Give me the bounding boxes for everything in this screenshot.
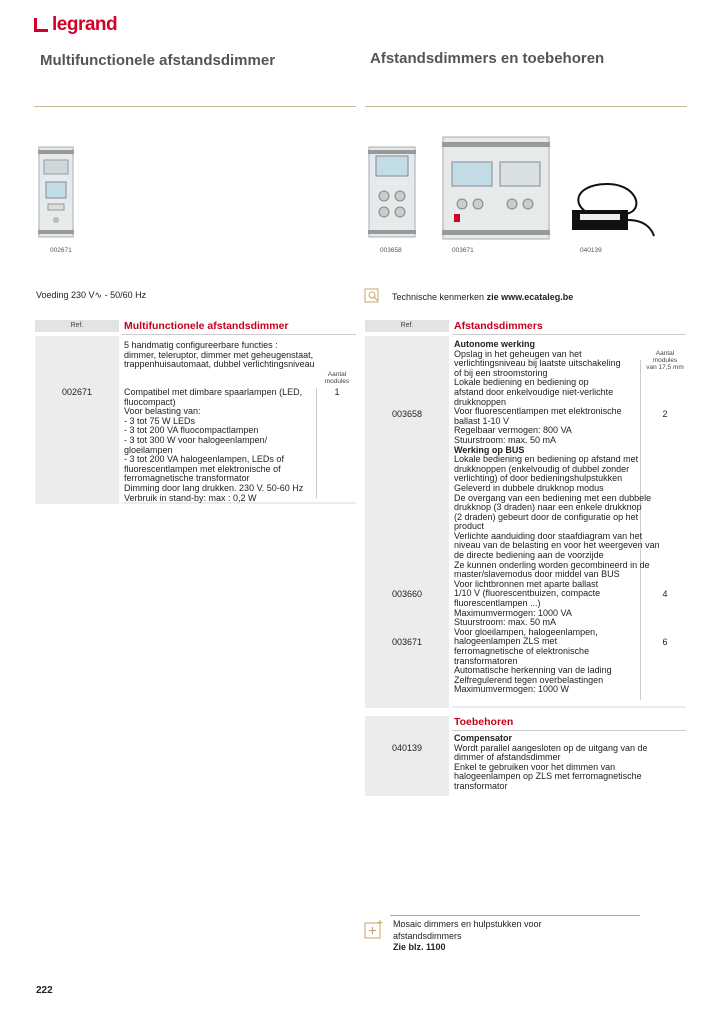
modules-003660: 4	[662, 589, 668, 599]
sparkle-plus-icon	[364, 919, 384, 941]
right-row-bottom	[452, 706, 686, 708]
product-image-040139	[566, 180, 656, 238]
text-line: Maximumvermogen: 1000 W	[454, 684, 570, 695]
ref-header-label: Ref.	[70, 322, 84, 329]
accessories-ref-column	[365, 716, 449, 796]
footer-page-link[interactable]: Zie blz. 1100	[393, 942, 446, 952]
footer-reference	[393, 919, 542, 954]
text-line: de directe bediening aan de voorzijde	[454, 550, 604, 561]
text-line: Voor gloeilampen, halogeenlampen,	[454, 626, 598, 637]
ref-header-label: Ref.	[400, 322, 414, 329]
right-table-heading: Afstandsdimmers	[454, 320, 543, 332]
text-line: (2 draden) gebeurt door de configuratie op het	[454, 511, 639, 522]
text-line: Opslag in het geheugen van het	[454, 348, 582, 359]
text-line: De overgang van een bediening met een dubbele	[454, 492, 652, 503]
product-image-003671	[442, 136, 550, 240]
text-line: fluorescentlampen met elektronische of	[124, 463, 281, 474]
brand-logo	[34, 14, 117, 36]
left-table-heading: Multifunctionele afstandsdimmer	[124, 320, 289, 332]
left-modules-value: 1	[334, 387, 340, 397]
modules-header-line: Aantal	[327, 371, 347, 378]
text-line: Lokale bediening en bediening op afstand met	[454, 454, 639, 465]
tech-info-link[interactable]: zie www.ecataleg.be	[486, 292, 574, 302]
page-number: 222	[36, 985, 53, 996]
tech-info	[392, 293, 573, 303]
product-image-002671	[38, 146, 74, 238]
text-line: drukknop (3 draden) naar een enkele drukknop	[454, 502, 642, 513]
text-line: Voor lichtbronnen met aparte ballast	[454, 578, 599, 589]
ref-003660: 003660	[391, 589, 423, 599]
text-line: Compatibel met dimbare spaarlampen (LED,	[124, 387, 303, 397]
subheading-autonomous: Autonome werking	[454, 339, 536, 349]
right-title: Afstandsdimmers en toebehoren	[370, 50, 605, 67]
left-ref-column	[35, 336, 119, 504]
tech-info-icon	[364, 286, 382, 304]
text-line: halogeenlampen op ZLS met ferromagnetische	[454, 771, 642, 782]
text-line: halogeenlampen ZLS met	[454, 636, 558, 647]
text-line: Verbruik in stand-by: max : 0,2 W	[124, 492, 257, 503]
text-line: gloeilampen	[124, 444, 173, 455]
accessories-underline	[452, 730, 686, 731]
product-image-003658	[368, 146, 416, 238]
subheading-compensator: Compensator	[454, 733, 513, 743]
left-modules-divider	[316, 388, 317, 498]
text-line: - 3 tot 200 VA fluocompactlampen	[124, 425, 259, 436]
left-modules-header	[318, 371, 356, 385]
text-line: transformator	[454, 780, 508, 791]
text-line: Automatische herkenning van de lading	[454, 665, 612, 676]
left-ref-value: 002671	[61, 387, 93, 397]
text-line: product	[454, 521, 485, 532]
text-line: afstandsdimmers	[393, 930, 462, 941]
text-line: Stuurstroom: max. 50 mA	[454, 617, 557, 628]
ref-003671: 003671	[391, 637, 423, 647]
brand-name: legrand	[52, 14, 118, 35]
subheading-bus: Werking op BUS	[454, 444, 525, 455]
left-functions-text	[124, 341, 354, 370]
ref-003658: 003658	[391, 409, 423, 419]
text-line: niveau van de belasting en voor het weergeven van	[454, 540, 660, 551]
text-line: master/slavemodus door middel van BUS	[454, 569, 620, 580]
left-ref-header	[35, 320, 119, 332]
text-line: Enkel te gebruiken voor het dimmen van	[454, 761, 616, 772]
text-line: Stuurstroom: max. 50 mA	[454, 434, 557, 445]
text-line: Regelbaar vermogen: 800 VA	[454, 425, 572, 436]
text-line: Verlichte aanduiding door staafdiagram van het	[454, 530, 643, 541]
text-line: Ze kunnen onderling worden gecombineerd in de	[454, 559, 650, 570]
modules-003658: 2	[662, 409, 668, 419]
text-line: Voor belasting van:	[124, 406, 201, 417]
text-line: 1/10 V (fluorescentbuizen, compacte	[454, 588, 601, 599]
image-ref-label: 002671	[50, 247, 72, 254]
text-line: Wordt parallel aangesloten op de uitgang van de	[454, 742, 648, 753]
text-line: - 3 tot 300 W voor halogeenlampen/	[124, 434, 268, 445]
image-ref-label: 003658	[380, 247, 402, 254]
text-line: Dimming door lang drukken. 230 V. 50-60 Hz	[124, 482, 304, 493]
text-line: drukknoppen	[454, 396, 507, 407]
right-ref-column	[365, 336, 449, 708]
text-line: fluocompact)	[124, 396, 176, 407]
modules-header-line: van 17,5 mm	[646, 364, 684, 371]
modules-header-line: Aantal	[655, 350, 675, 357]
text-line: drukknoppen (enkelvoudig of dubbel zonder	[454, 463, 630, 474]
text-line: - 3 tot 200 VA halogeenlampen, LEDs of	[124, 454, 284, 465]
text-line: ferromagnetische of elektronische	[454, 646, 590, 656]
text-line: ballast 1-10 V	[454, 415, 510, 426]
image-ref-label: 003671	[452, 247, 474, 254]
text-line: Zelfregulerend tegen overbelastingen	[454, 674, 604, 685]
text-line: Geleverd in dubbele drukknop modus	[454, 482, 604, 493]
text-line: 5 handmatig configureerbare functies :	[124, 340, 278, 350]
text-line: Voor fluorescentlampen met elektronische	[454, 406, 622, 417]
text-line: Mosaic dimmers en hulpstukken voor	[393, 919, 542, 929]
text-line: Lokale bediening en bediening op	[454, 377, 589, 388]
ref-040139: 040139	[391, 743, 423, 753]
accessories-description	[454, 734, 686, 792]
modules-header-line: modules	[324, 378, 350, 385]
right-heading-underline	[452, 334, 686, 335]
text-line: fluorescentlampen ...)	[454, 598, 541, 609]
logo-mark-icon	[34, 18, 48, 32]
left-divider	[34, 106, 356, 107]
right-description	[454, 339, 660, 695]
text-line: of bij een stroomstoring	[454, 367, 548, 378]
modules-003671: 6	[662, 637, 668, 647]
supply-text: Voeding 230 V∿ - 50/60 Hz	[36, 290, 147, 300]
image-ref-label: 040139	[580, 247, 602, 254]
left-heading-underline	[122, 334, 356, 335]
text-line: verlichting) of door bedieningshulpstukken	[454, 473, 623, 484]
right-divider	[365, 106, 687, 107]
footer-divider	[390, 915, 640, 916]
text-line: dimmer of afstandsdimmer	[454, 752, 561, 763]
text-line: transformatoren	[454, 655, 518, 666]
text-line: - 3 tot 75 W LEDs	[124, 415, 196, 426]
left-title: Multifunctionele afstandsdimmer	[40, 52, 276, 69]
text-line: dimmer, teleruptor, dimmer met geheugenstaat,	[124, 349, 314, 360]
accessories-heading: Toebehoren	[454, 716, 514, 728]
text-line: trappenhuisautomaat, dubbel verlichtingsniveau	[124, 359, 315, 370]
right-ref-header	[365, 320, 449, 332]
text-line: Maximumvermogen: 1000 VA	[454, 607, 572, 618]
modules-header-line: modules	[652, 357, 678, 364]
right-modules-header	[642, 350, 688, 371]
text-line: ferromagnetische transformator	[124, 473, 250, 484]
tech-info-prefix: Technische kenmerken	[392, 292, 487, 302]
text-line: verlichtingsniveau bij laatste uitschakeling	[454, 358, 621, 369]
text-line: afstand door enkelvoudige niet-verlichte	[454, 386, 614, 397]
left-description	[124, 388, 316, 503]
